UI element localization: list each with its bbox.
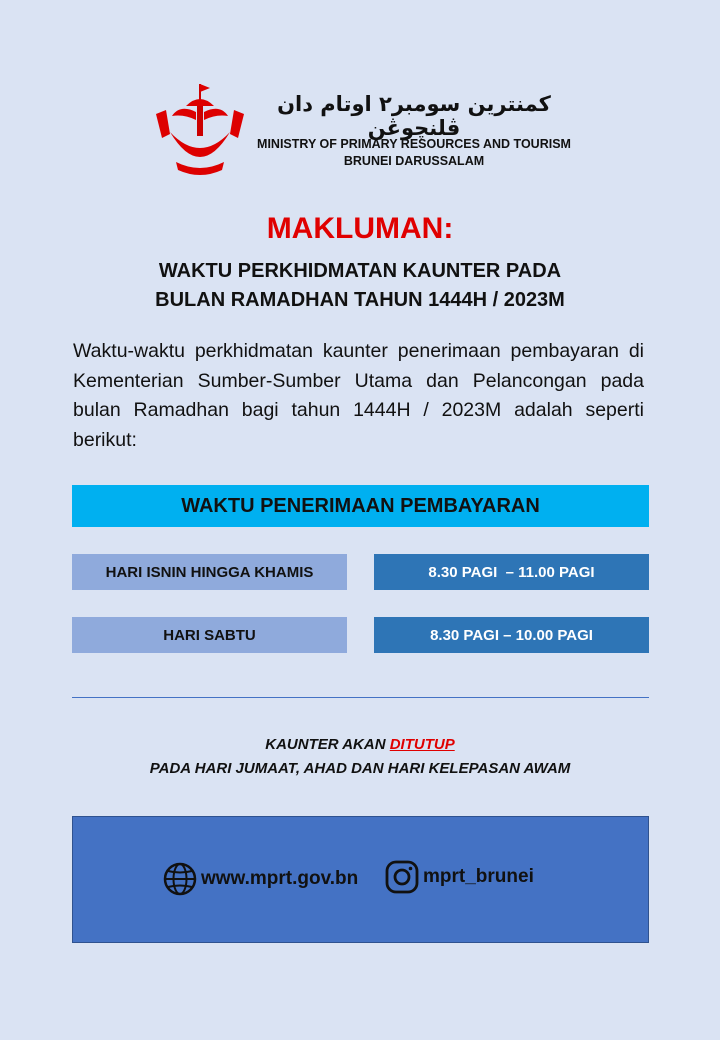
subtitle-line-1: WAKTU PERKHIDMATAN KAUNTER PADA [158,260,562,282]
schedule-time-weekdays: 8.30 PAGI – 11.00 PAGI [374,554,649,590]
instagram-icon [385,860,419,894]
ministry-name-jawi: كمنترين سومبر٢ اوتام دان ڤلنچوڠن [277,92,551,140]
globe-icon [163,862,197,896]
notice-title: MAKLUMAN: [266,212,454,245]
schedule-heading: WAKTU PENERIMAAN PEMBAYARAN [72,485,649,527]
ministry-name-english: MINISTRY OF PRIMARY RESOURCES AND TOURISM [257,137,571,151]
closure-line-2: PADA HARI JUMAAT, AHAD DAN HARI KELEPASAN AWAM [149,760,571,777]
website-contact[interactable] [163,861,358,897]
closure-prefix: KAUNTER AKAN [265,736,390,753]
contact-footer [72,816,649,943]
notice-subtitle [0,257,720,315]
instagram-handle[interactable]: mprt_brunei [423,866,534,887]
website-link[interactable]: www.mprt.gov.bn [201,868,359,889]
intro-paragraph: Waktu-waktu perkhidmatan kaunter penerimaan pembayaran di Kementerian Sumber-Sumber Utama dan Pelancongan pada bulan Ramadhan bagi tahun 1444H / 2023M adalah seperti berikut: [73,340,644,451]
subtitle-line-2: BULAN RAMADHAN TAHUN 1444H / 2023M [155,289,565,311]
divider [72,697,649,698]
instagram-contact[interactable] [385,859,534,895]
country-name: BRUNEI DARUSSALAM [343,154,485,168]
ministry-name [254,136,574,170]
schedule-day-weekdays: HARI ISNIN HINGGA KHAMIS [72,554,347,590]
ministry-header [150,82,590,182]
schedule-time-saturday: 8.30 PAGI – 10.00 PAGI [374,617,649,653]
brunei-crest-icon [150,82,250,178]
closed-highlight: DITUTUP [389,736,455,753]
closure-notice [0,733,720,781]
closure-line-1 [0,733,720,757]
schedule-day-saturday: HARI SABTU [72,617,347,653]
